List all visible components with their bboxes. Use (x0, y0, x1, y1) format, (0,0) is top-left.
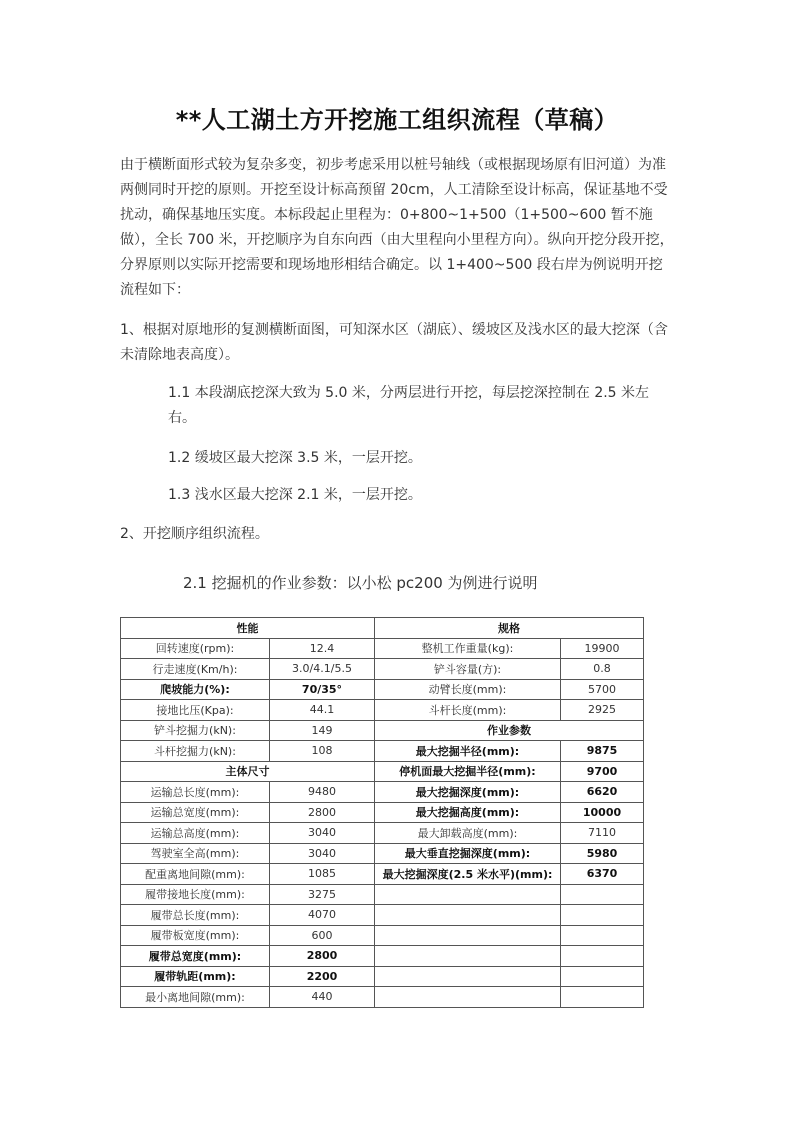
table-cell-label: 最大挖掘深度(mm): (375, 782, 561, 803)
table-cell-label: 整机工作重量(kg): (375, 638, 561, 659)
table-cell-empty (375, 905, 561, 926)
section-2-text: 2、开挖顺序组织流程。 (120, 526, 269, 542)
table-cell-label: 履带接地长度(mm): (121, 884, 270, 905)
table-cell-value: 10000 (561, 802, 644, 823)
table-cell-label: 履带轨距(mm): (121, 966, 270, 987)
table-cell-label: 最大挖掘半径(mm): (375, 741, 561, 762)
table-cell-label: 驾驶室全高(mm): (121, 843, 270, 864)
table-cell-label: 运输总宽度(mm): (121, 802, 270, 823)
table-cell-value: 44.1 (270, 700, 375, 721)
section-1-text: 1、根据对原地形的复测横断面图，可知深水区（湖底）、缓坡区及浅水区的最大挖深（含未清除地表高度）。 (120, 322, 668, 363)
table-row (121, 700, 644, 721)
table-cell-label: 铲斗容量(方): (375, 659, 561, 680)
table-subheader-main-dimensions: 主体尺寸 (121, 761, 375, 782)
table-cell-label: 停机面最大挖掘半径(mm): (375, 761, 561, 782)
table-row (121, 843, 644, 864)
table-cell-value: 0.8 (561, 659, 644, 680)
table-cell-value: 6620 (561, 782, 644, 803)
table-cell-empty (561, 905, 644, 926)
table-cell-label: 斗杆长度(mm): (375, 700, 561, 721)
table-cell-label: 爬坡能力(%): (121, 679, 270, 700)
table-cell-value: 440 (270, 987, 375, 1008)
table-cell-empty (375, 884, 561, 905)
table-row (121, 966, 644, 987)
table-cell-value: 9875 (561, 741, 644, 762)
table-cell-value: 70/35° (270, 679, 375, 700)
table-cell-label: 最大挖掘深度(2.5 米水平)(mm): (375, 864, 561, 885)
table-cell-empty (561, 946, 644, 967)
table-cell-value: 5980 (561, 843, 644, 864)
table-cell-value: 2800 (270, 802, 375, 823)
table-header-performance: 性能 (121, 618, 375, 639)
table-row (121, 638, 644, 659)
table-cell-empty (561, 925, 644, 946)
table-cell-label: 斗杆挖掘力(kN): (121, 741, 270, 762)
table-cell-label: 铲斗挖掘力(kN): (121, 720, 270, 741)
table-subheader-operating-params: 作业参数 (375, 720, 644, 741)
table-cell-value: 9480 (270, 782, 375, 803)
table-cell-label: 行走速度(Km/h): (121, 659, 270, 680)
table-cell-empty (375, 925, 561, 946)
item-1-2: 1.2 缓坡区最大挖深 3.5 米，一层开挖。 (168, 450, 422, 466)
table-row (121, 987, 644, 1008)
table-cell-label: 运输总高度(mm): (121, 823, 270, 844)
table-row (121, 946, 644, 967)
table-cell-label: 动臂长度(mm): (375, 679, 561, 700)
table-row (121, 925, 644, 946)
excavator-parameter-table (120, 617, 644, 1008)
table-cell-label: 履带总长度(mm): (121, 905, 270, 926)
table-cell-value: 19900 (561, 638, 644, 659)
table-cell-empty (561, 966, 644, 987)
table-cell-label: 接地比压(Kpa): (121, 700, 270, 721)
table-cell-label: 最大卸载高度(mm): (375, 823, 561, 844)
table-row (121, 741, 644, 762)
table-cell-empty (561, 987, 644, 1008)
table-cell-value: 3040 (270, 823, 375, 844)
table-row (121, 864, 644, 885)
table-cell-value: 3.0/4.1/5.5 (270, 659, 375, 680)
page-title: **人工湖土方开挖施工组织流程（草稿） (175, 106, 619, 134)
table-cell-value: 4070 (270, 905, 375, 926)
table-cell-label: 配重离地间隙(mm): (121, 864, 270, 885)
table-cell-empty (375, 987, 561, 1008)
intro-paragraph: 由于横断面形式较为复杂多变，初步考虑采用以桩号轴线（或根据现场原有旧河道）为准两侧同时开挖的原则。开挖至设计标高预留 20cm，人工清除至设计标高，保证基地不受扰动，确保基地压实度。本标段起止里程为：0+800~1+500（1+500~600 暂不施做），全长 700 米，开挖顺序为自东向西（由大里程向小里程方向）。纵向开挖分段开挖，分界原则以实际开挖需要和现场地形相结合确定。以 1+400~500 段右岸为例说明开挖流程如下： (120, 157, 674, 298)
table-row (121, 823, 644, 844)
table-cell-label: 最小离地间隙(mm): (121, 987, 270, 1008)
table-cell-value: 7110 (561, 823, 644, 844)
table-cell-label: 运输总长度(mm): (121, 782, 270, 803)
table-row (121, 720, 644, 741)
table-cell-label: 最大垂直挖掘深度(mm): (375, 843, 561, 864)
table-row (121, 782, 644, 803)
table-cell-value: 2925 (561, 700, 644, 721)
table-cell-value: 3275 (270, 884, 375, 905)
table-cell-value: 2800 (270, 946, 375, 967)
item-1-3: 1.3 浅水区最大挖深 2.1 米，一层开挖。 (168, 487, 422, 503)
table-cell-value: 600 (270, 925, 375, 946)
table-cell-value: 108 (270, 741, 375, 762)
table-cell-empty (561, 884, 644, 905)
table-cell-value: 149 (270, 720, 375, 741)
table-cell-empty (375, 966, 561, 987)
table-cell-empty (375, 946, 561, 967)
table-cell-value: 1085 (270, 864, 375, 885)
table-row (121, 618, 644, 639)
subheading-2-1: 2.1 挖掘机的作业参数：以小松 pc200 为例进行说明 (183, 574, 538, 592)
table-row (121, 761, 644, 782)
table-cell-value: 12.4 (270, 638, 375, 659)
table-cell-value: 3040 (270, 843, 375, 864)
table-cell-label: 最大挖掘高度(mm): (375, 802, 561, 823)
table-row (121, 659, 644, 680)
table-cell-label: 回转速度(rpm): (121, 638, 270, 659)
table-cell-value: 6370 (561, 864, 644, 885)
table-row (121, 905, 644, 926)
table-cell-label: 履带板宽度(mm): (121, 925, 270, 946)
item-1-1: 1.1 本段湖底挖深大致为 5.0 米，分两层进行开挖，每层挖深控制在 2.5 米左右。 (168, 385, 650, 426)
table-cell-value: 5700 (561, 679, 644, 700)
table-cell-value: 9700 (561, 761, 644, 782)
table-row (121, 884, 644, 905)
table-row (121, 679, 644, 700)
table-row (121, 802, 644, 823)
table-header-specification: 规格 (375, 618, 644, 639)
table-cell-label: 履带总宽度(mm): (121, 946, 270, 967)
table-cell-value: 2200 (270, 966, 375, 987)
